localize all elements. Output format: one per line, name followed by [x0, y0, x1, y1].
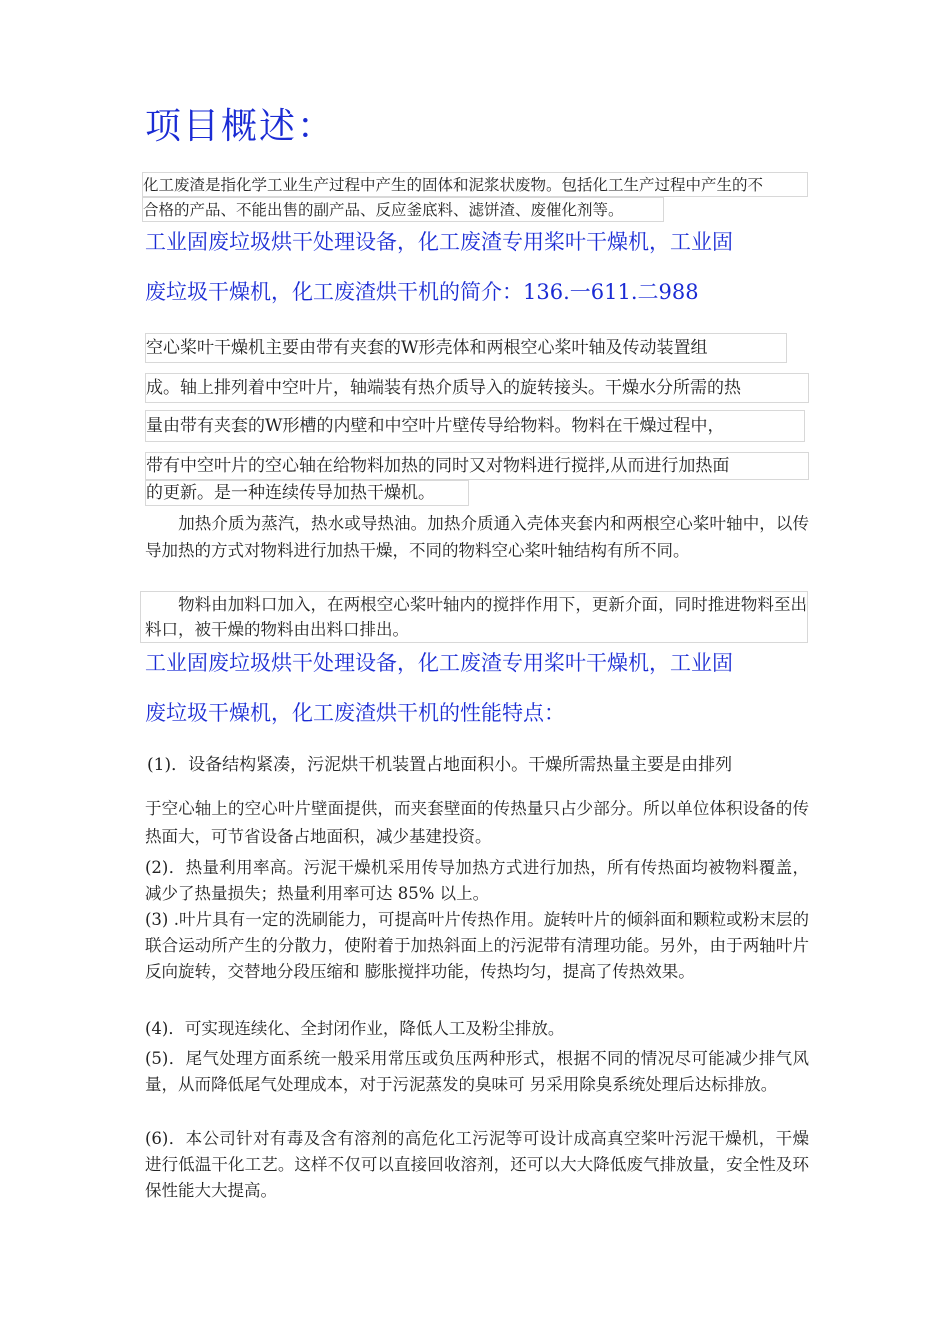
feature-1-rest: 于空心轴上的空心叶片壁面提供，而夹套壁面的传热量只占少部分。所以单位体积设备的传热面大，可节省设备占地面积，减少基建投资。	[145, 799, 809, 846]
heading-features-line-1: 工业固废垃圾烘干处理设备，化工废渣专用桨叶干燥机，工业固	[145, 651, 733, 675]
description-line-4: 带有中空叶片的空心轴在给物料加热的同时又对物料进行搅拌,从而进行加热面	[145, 452, 809, 480]
description-line-1: 空心桨叶干燥机主要由带有夹套的W形壳体和两根空心桨叶轴及传动装置组	[145, 333, 787, 363]
feature-2: (2)．热量利用率高。污泥干燥机采用传导加热方式进行加热，所有传热面均被物料覆盖，减少了热量损失；热量利用率可达 85% 以上。	[145, 858, 809, 903]
intro-line-2: 合格的产品、不能出售的副产品、反应釜底料、滤饼渣、废催化剂等。	[142, 197, 664, 222]
intro-line-1: 化工废渣是指化学工业生产过程中产生的固体和泥浆状废物。包括化工生产过程中产生的不	[142, 172, 808, 197]
feature-6: (6)．本公司针对有毒及含有溶剂的高危化工污泥等可设计成高真空桨叶污泥干燥机，干燥进行低温干化工艺。这样不仅可以直接回收溶剂，还可以大大降低废气排放量，安全性及环保性能大大提高。	[145, 1129, 809, 1200]
feeding-paragraph: 物料由加料口加入，在两根空心桨叶轴内的搅拌作用下，更新介面，同时推进物料至出料口，被干燥的物料由出料口排出。	[140, 591, 808, 643]
heading-intro-line-1: 工业固废垃圾烘干处理设备，化工废渣专用桨叶干燥机，工业固	[145, 230, 733, 254]
description-line-2: 成。轴上排列着中空叶片，轴端装有热介质导入的旋转接头。干燥水分所需的热	[145, 373, 809, 403]
description-line-3: 量由带有夹套的W形槽的内壁和中空叶片壁传导给物料。物料在干燥过程中，	[145, 410, 805, 442]
page-title: 项目概述：	[145, 106, 336, 147]
feature-5: (5)．尾气处理方面系统一般采用常压或负压两种形式，根据不同的情况尽可能减少排气风量，从而降低尾气处理成本，对于污泥蒸发的臭味可 另采用除臭系统处理后达标排放。	[145, 1049, 809, 1094]
feature-4: (4)．可实现连续化、全封闭作业，降低人工及粉尘排放。	[145, 1019, 565, 1038]
feature-1-line-1: (1)．设备结构紧凑，污泥烘干机装置占地面积小。干燥所需热量主要是由排列	[147, 755, 733, 775]
heading-intro-line-2: 废垃圾干燥机，化工废渣烘干机的简介：136.一611.二988	[145, 280, 699, 304]
heating-paragraph: 加热介质为蒸汽，热水或导热油。加热介质通入壳体夹套内和两根空心桨叶轴中，以传导加热的方式对物料进行加热干燥，不同的物料空心桨叶轴结构有所不同。	[145, 514, 809, 560]
description-line-5: 的更新。是一种连续传导加热干燥机。	[145, 480, 469, 506]
heading-features-line-2: 废垃圾干燥机，化工废渣烘干机的性能特点：	[145, 701, 565, 725]
feature-3: (3) .叶片具有一定的洗刷能力，可提高叶片传热作用。旋转叶片的倾斜面和颗粒或粉末层的联合运动所产生的分散力，使附着于加热斜面上的污泥带有清理功能。另外，由于两轴叶片反向旋转，交替地分段压缩和 膨胀搅拌功能，传热均匀，提高了传热效果。	[145, 910, 809, 981]
